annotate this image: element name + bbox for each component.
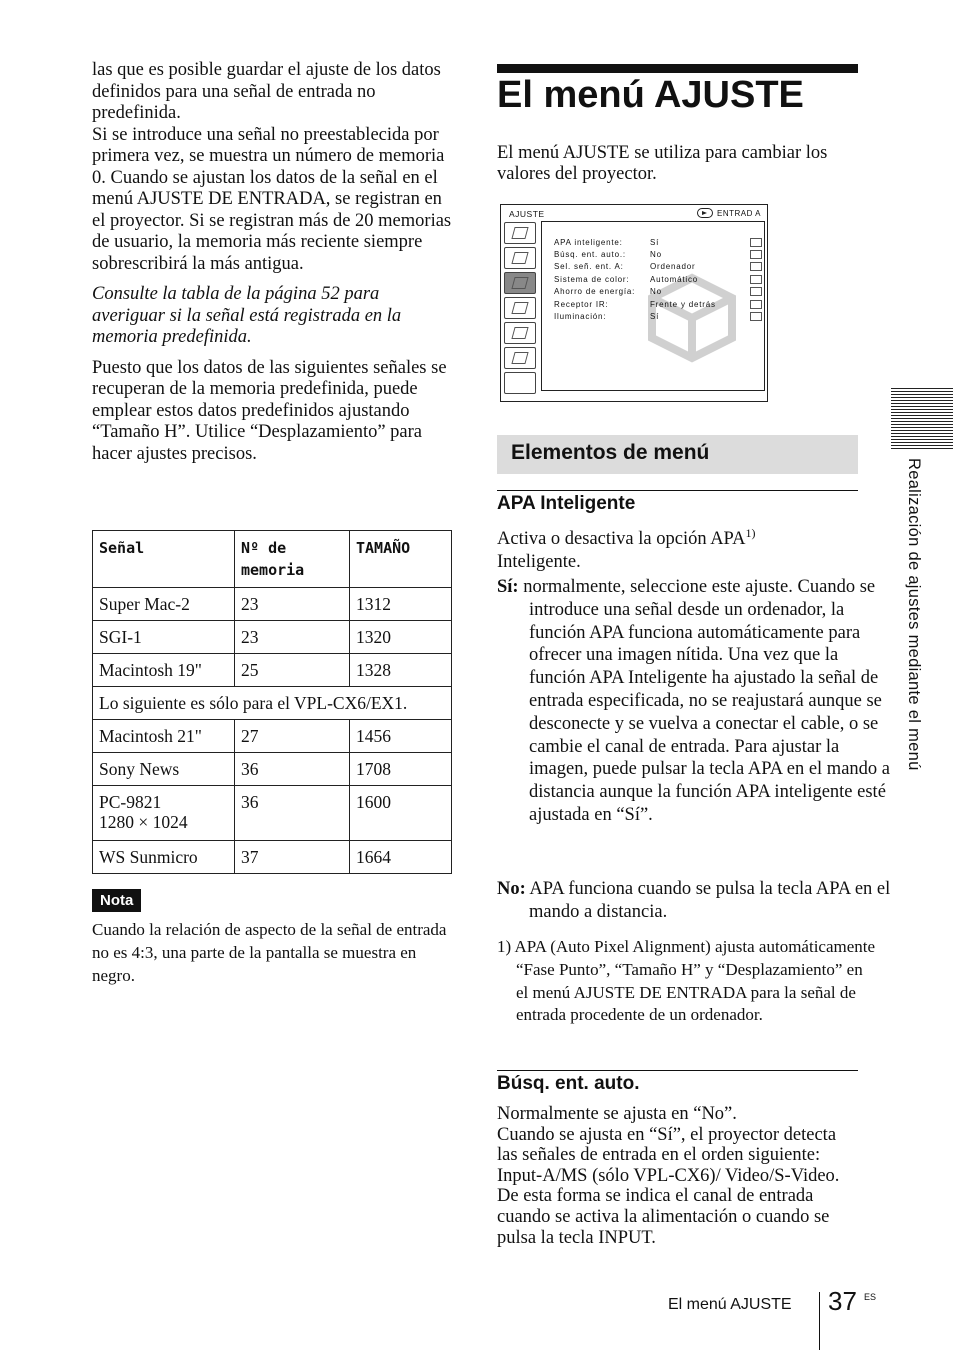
apa-intro-text-2: Inteligente. — [497, 551, 581, 572]
busq-paragraph — [497, 1104, 859, 1248]
cell-size: 1320 — [350, 621, 452, 654]
input-icon — [697, 208, 713, 218]
title-bar-rule — [497, 64, 858, 73]
menu-item-key: Ahorro de energía: — [554, 287, 636, 296]
menu-item-value: Sí — [650, 312, 660, 321]
table-row — [93, 621, 452, 654]
menu-item — [554, 238, 659, 247]
chapter-tab-lines — [891, 388, 953, 450]
menu-item — [554, 262, 695, 271]
menu-item-value: Sí — [650, 238, 660, 247]
chapter-tab-label: Realización de ajustes mediante el menú — [905, 458, 923, 771]
screen-header-left: AJUSTE — [509, 209, 545, 219]
menu-item — [554, 250, 662, 259]
apa-intro-text: Activa o desactiva la opción APA — [497, 529, 746, 550]
footer-divider — [819, 1292, 820, 1350]
table-row — [93, 786, 452, 841]
busq-text-1: Normalmente se ajusta en “No”. — [497, 1104, 737, 1124]
no-text: APA funciona cuando se pulsa la tecla APA en el mando a distancia. — [529, 879, 891, 922]
apa-si-paragraph — [497, 576, 891, 827]
footer-label: El menú AJUSTE — [668, 1296, 792, 1313]
cell-memory: 25 — [235, 654, 350, 687]
signal-table — [92, 530, 452, 874]
table-note-row — [93, 687, 452, 720]
busq-heading: Búsq. ent. auto. — [497, 1073, 640, 1094]
cell-signal: Macintosh 21" — [93, 720, 235, 753]
item-icon — [750, 312, 762, 321]
menu-item-key: Receptor IR: — [554, 300, 609, 309]
menu-item — [554, 287, 662, 296]
cell-signal: Macintosh 19" — [93, 654, 235, 687]
item-icon — [750, 287, 762, 296]
table-row — [93, 654, 452, 687]
page-language: ES — [864, 1292, 877, 1302]
intro-paragraph: El menú AJUSTE se utiliza para cambiar los valores del proyector. — [497, 143, 828, 184]
cell-signal: SGI-1 — [93, 621, 235, 654]
paragraph-preset: Puesto que los datos de las siguientes señales se recuperan de la memoria predefinida, puede emplear estos datos predefinidos ajustando “Tamaño H”. Utilice “Desplazamiento” para hacer ajustes precisos. — [92, 357, 447, 464]
si-label: Sí: — [497, 577, 519, 597]
cell-size: 1708 — [350, 753, 452, 786]
menu-item-value: Automático — [650, 275, 699, 284]
menu-item-value: Frente y detrás — [650, 300, 716, 309]
picture-menu-icon — [504, 222, 536, 244]
note-text: Cuando la relación de aspecto de la señal de entrada no es 4:3, una parte de la pantalla se muestra en negro. — [92, 920, 447, 985]
busq-text-2: Cuando se ajusta en “Sí”, el proyector detecta las señales de entrada en el orden siguiente: Input-A/MS (sólo VPL-CX6)/ Video/S-Video. De esta forma se indica el canal de entrada cuando se activa la alimentación o cuando se pulsa la tecla INPUT. — [497, 1124, 840, 1248]
installation-icon — [504, 322, 536, 344]
cell-size: 1312 — [350, 588, 452, 621]
cell-size: 1328 — [350, 654, 452, 687]
cell-memory: 27 — [235, 720, 350, 753]
table-row — [93, 841, 452, 874]
menu-item — [554, 275, 698, 284]
cell-signal-line2: 1280 × 1024 — [99, 812, 188, 832]
input-setting-icon — [504, 247, 536, 269]
table-row — [93, 753, 452, 786]
left-column — [92, 60, 454, 474]
menu-item-value: No — [650, 287, 662, 296]
setting-menu-icon — [504, 272, 536, 294]
cell-signal: Super Mac-2 — [93, 588, 235, 621]
no-label: No: — [497, 879, 526, 899]
menu-setting-icon — [504, 297, 536, 319]
apa-footnote: 1) APA (Auto Pixel Alignment) ajusta automáticamente “Fase Punto”, “Tamaño H” y “Desplazamiento” en el menú AJUSTE DE ENTRADA para la señal de entrada procedente de un ordenador. — [497, 937, 876, 1025]
paragraph-new-signal: Si se introduce una señal no preestablecida por primera vez, se muestra un número de memoria 0. Cuando se ajustan los datos de la señal en el menú AJUSTE DE ENTRADA, se registran en el proyector. Si se registran más de 20 memorias de usuario, la memoria más reciente siempre sobrescribirá la más antigua. — [92, 124, 452, 274]
menu-item-key: Búsq. ent. auto.: — [554, 250, 626, 259]
cell-note: Lo siguiente es sólo para el VPL-CX6/EX1. — [93, 687, 452, 720]
cell-signal: Sony News — [93, 753, 235, 786]
apa-heading: APA Inteligente — [497, 493, 636, 514]
apa-intro — [497, 522, 859, 574]
menu-item-value: Ordenador — [650, 262, 696, 271]
item-icon — [750, 275, 762, 284]
menu-item-value: No — [650, 250, 662, 259]
footnote-marker: 1) — [745, 526, 756, 540]
empty-slot-icon — [504, 372, 536, 394]
cell-signal: WS Sunmicro — [93, 841, 235, 874]
menu-item-key: Sel. señ. ent. A: — [554, 262, 624, 271]
apa-rule — [497, 490, 858, 491]
cell-size: 1664 — [350, 841, 452, 874]
menu-item — [554, 312, 659, 321]
paragraph-reference: Consulte la tabla de la página 52 para averiguar si la señal está registrada en la memoria predefinida. — [92, 284, 402, 347]
page-number: 37 — [828, 1286, 857, 1316]
menu-panel — [541, 221, 765, 391]
item-icon — [750, 262, 762, 271]
screen-header-right-label: ENTRAD A — [716, 208, 761, 218]
cell-memory: 37 — [235, 841, 350, 874]
screen-header-right — [697, 208, 761, 218]
col-header-size: TAMAÑO — [350, 531, 452, 588]
information-icon — [504, 347, 536, 369]
page-title: El menú AJUSTE — [497, 74, 804, 116]
menu-item — [554, 300, 716, 309]
item-icon — [750, 250, 762, 259]
cell-signal-line1: PC-9821 — [99, 792, 162, 812]
cell-memory: 23 — [235, 621, 350, 654]
cell-memory: 23 — [235, 588, 350, 621]
col-header-signal: Señal — [93, 531, 235, 588]
note-label: Nota — [92, 889, 141, 912]
col-header-memory: Nº de memoria — [235, 531, 350, 588]
table-header-row — [93, 531, 452, 588]
menu-item-key: APA inteligente: — [554, 238, 623, 247]
cell-memory: 36 — [235, 786, 350, 841]
cell-signal — [93, 786, 235, 841]
paragraph-memory: las que es posible guardar el ajuste de los datos definidos para una señal de entrada no predefinida. — [92, 60, 441, 123]
si-text: normalmente, seleccione este ajuste. Cuando se introduce una señal desde un ordenador, la función APA funciona automáticamente para ofrecer una imagen nítida. Una vez que la función APA Inteligente ha ajustado la señal de entrada especificada, no se reajustará aunque se desconecte y se vuelva a conectar el cable, o se cambie el canal de entrada. Para ajustar la imagen, puede pulsar la tecla APA en el mando a distancia aunque la función APA inteligente esté ajustada en “Sí”. — [523, 577, 890, 825]
cell-memory: 36 — [235, 753, 350, 786]
apa-no-paragraph — [497, 878, 891, 924]
table-row — [93, 720, 452, 753]
menu-icon-column — [504, 222, 538, 397]
busq-rule — [497, 1070, 858, 1071]
item-icon — [750, 300, 762, 309]
cell-size: 1456 — [350, 720, 452, 753]
section-heading: Elementos de menú — [511, 441, 710, 464]
menu-item-key: Iluminación: — [554, 312, 607, 321]
table-row — [93, 588, 452, 621]
menu-item-key: Sistema de color: — [554, 275, 630, 284]
cell-size: 1600 — [350, 786, 452, 841]
item-icon — [750, 238, 762, 247]
menu-screen-illustration — [500, 204, 768, 402]
